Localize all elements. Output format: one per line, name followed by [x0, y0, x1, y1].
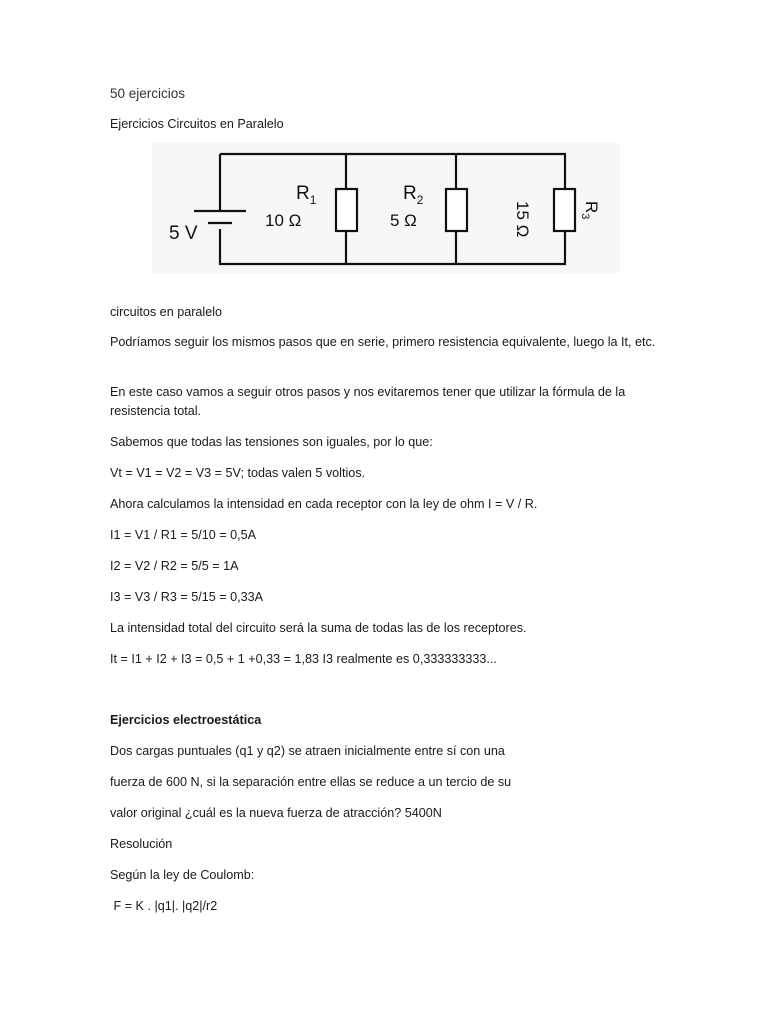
equation-line: F = K . |q1|. |q2|/r2	[110, 899, 218, 913]
r3-label: $R_3$	[579, 201, 601, 220]
r1-value: 10 Ω	[265, 211, 302, 230]
document-title: 50 ejercicios	[110, 86, 186, 101]
paragraph: circuitos en paralelo	[110, 305, 223, 319]
resistor-r1	[336, 189, 357, 231]
section-heading-circuits: Ejercicios Circuitos en Paralelo	[110, 117, 284, 131]
paragraph: La intensidad total del circuito será la suma de todas las de los receptores.	[110, 621, 527, 635]
r1-label: $R_1$	[296, 183, 317, 207]
equation-line: I3 = V3 / R3 = 5/15 = 0,33A	[110, 590, 263, 604]
r3-value: 15 Ω	[513, 201, 532, 238]
equation-line: Vt = V1 = V2 = V3 = 5V; todas valen 5 voltios.	[110, 466, 366, 480]
resistor-r3	[554, 189, 575, 231]
paragraph: valor original ¿cuál es la nueva fuerza de atracción? 5400N	[110, 806, 442, 820]
paragraph: Dos cargas puntuales (q1 y q2) se atraen inicialmente entre sí con una	[110, 744, 505, 758]
equation-line: It = I1 + I2 + I3 = 0,5 + 1 +0,33 = 1,83 I3 realmente es 0,333333333...	[110, 652, 497, 666]
paragraph: Según la ley de Coulomb:	[110, 868, 255, 882]
paragraph: En este caso vamos a seguir otros pasos y nos evitaremos tener que utilizar la fórmula de la resistencia total.	[110, 385, 626, 418]
resistor-r2	[446, 189, 467, 231]
paragraph: fuerza de 600 N, si la separación entre ellas se reduce a un tercio de su	[110, 775, 512, 789]
paragraph: Ahora calculamos la intensidad en cada receptor con la ley de ohm I = V / R.	[110, 497, 538, 511]
r2-label: $R_2$	[403, 183, 424, 207]
section-heading-electrostatics: Ejercicios electroestática	[110, 713, 262, 727]
parallel-circuit-diagram	[152, 143, 620, 273]
paragraph: Podríamos seguir los mismos pasos que en serie, primero resistencia equivalente, luego la It, etc.	[110, 335, 656, 349]
paragraph: Sabemos que todas las tensiones son iguales, por lo que:	[110, 435, 433, 449]
paragraph: Resolución	[110, 837, 173, 851]
r2-value: 5 Ω	[390, 211, 417, 230]
battery-label: 5 V	[169, 223, 198, 244]
equation-line: I2 = V2 / R2 = 5/5 = 1A	[110, 559, 239, 573]
equation-line: I1 = V1 / R1 = 5/10 = 0,5A	[110, 528, 256, 542]
